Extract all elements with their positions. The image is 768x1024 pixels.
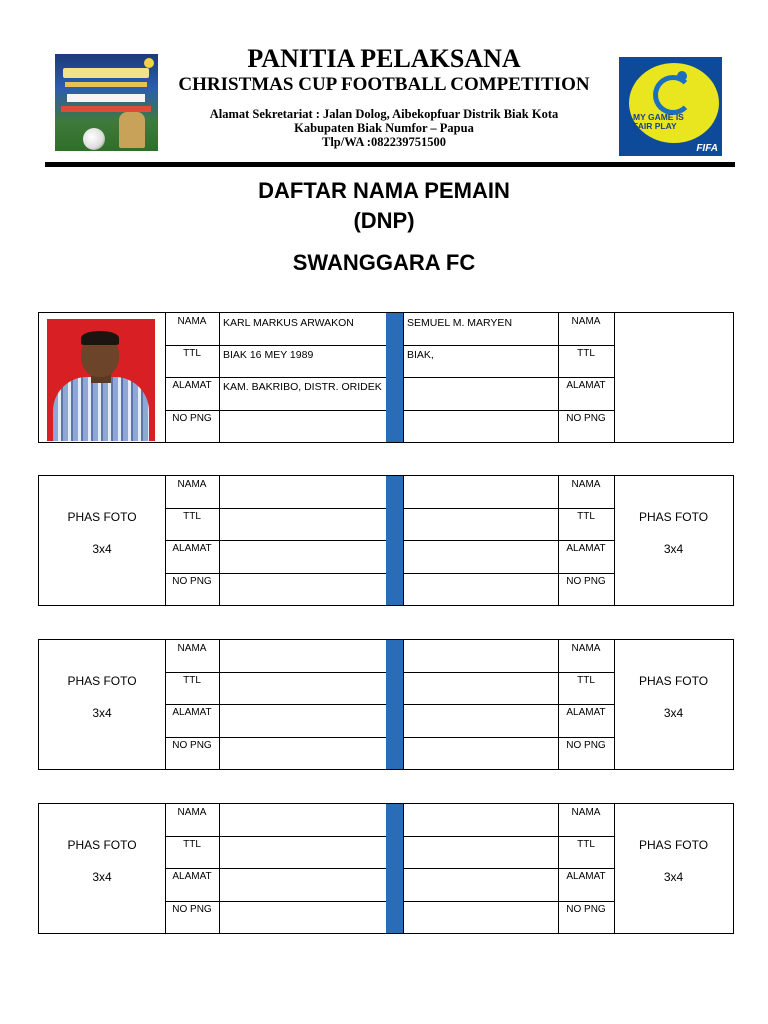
document-title: DAFTAR NAMA PEMAIN <box>258 178 510 203</box>
field-label-nama: NAMA <box>571 643 601 654</box>
grid-line <box>403 672 614 673</box>
poster-ball-graphic <box>83 128 105 150</box>
grid-line <box>165 836 386 837</box>
grid-line <box>165 737 386 738</box>
grid-line <box>165 672 386 673</box>
photo-placeholder-label: PHAS FOTO <box>67 838 137 852</box>
photo-placeholder-size: 3x4 <box>92 706 112 720</box>
field-label-ttl: TTL <box>183 348 201 359</box>
photo-placeholder-size: 3x4 <box>663 706 684 720</box>
address-line-2: Kabupaten Biak Numfor – Papua <box>294 121 474 135</box>
grid-line <box>165 377 386 378</box>
field-label-nama: NAMA <box>177 643 207 654</box>
grid-line <box>403 901 614 902</box>
grid-line <box>614 804 615 933</box>
field-label-alamat: ALAMAT <box>172 871 212 882</box>
player-photo <box>47 319 155 441</box>
field-label-alamat: ALAMAT <box>172 380 212 391</box>
left-player-alamat-value[interactable]: KAM. BAKRIBO, DISTR. ORIDEK <box>223 381 382 393</box>
center-divider <box>386 804 403 933</box>
grid-line <box>403 704 614 705</box>
grid-line <box>165 901 386 902</box>
left-player-ttl-value[interactable]: BIAK 16 MEY 1989 <box>223 349 314 361</box>
event-poster-image <box>55 54 158 151</box>
player-photo-body <box>53 377 149 441</box>
field-label-no-png: NO PNG <box>172 413 212 424</box>
photo-placeholder-label: PHAS FOTO <box>638 674 709 688</box>
center-divider <box>386 476 403 605</box>
fifa-player-figure-icon <box>653 75 693 115</box>
field-label-no-png: NO PNG <box>566 740 606 751</box>
grid-line <box>403 573 614 574</box>
player-card <box>38 475 734 606</box>
photo-placeholder-size: 3x4 <box>663 870 684 884</box>
grid-line <box>165 540 386 541</box>
grid-line <box>614 640 615 769</box>
poster-player-graphic <box>119 112 145 148</box>
right-player-nama-value[interactable]: SEMUEL M. MARYEN <box>407 317 513 329</box>
field-label-no-png: NO PNG <box>566 576 606 587</box>
field-label-ttl: TTL <box>183 675 201 686</box>
grid-line <box>165 704 386 705</box>
photo-placeholder-label: PHAS FOTO <box>638 838 709 852</box>
fifa-player-head-icon <box>677 71 687 81</box>
grid-line <box>403 377 614 378</box>
player-photo-hair <box>81 331 119 345</box>
photo-placeholder-label: PHAS FOTO <box>67 674 137 688</box>
contact-phone: Tlp/WA :082239751500 <box>322 135 446 149</box>
poster-banner-graphic <box>67 94 145 102</box>
field-label-alamat: ALAMAT <box>566 871 606 882</box>
competition-name: CHRISTMAS CUP FOOTBALL COMPETITION <box>178 74 590 95</box>
grid-line <box>165 508 386 509</box>
field-label-nama: NAMA <box>177 316 207 327</box>
fifa-wordmark: FIFA <box>696 143 718 154</box>
field-label-ttl: TTL <box>577 675 595 686</box>
field-label-alamat: ALAMAT <box>566 380 606 391</box>
fifa-fair-play-logo <box>619 57 722 156</box>
grid-line <box>165 868 386 869</box>
grid-line <box>403 508 614 509</box>
fifa-slogan <box>633 113 703 131</box>
fifa-slogan-line-1: MY GAME IS <box>633 112 684 122</box>
field-label-alamat: ALAMAT <box>172 543 212 554</box>
poster-star-graphic <box>144 58 154 68</box>
photo-placeholder-size: 3x4 <box>92 870 112 884</box>
field-label-alamat: ALAMAT <box>566 707 606 718</box>
document-abbreviation: (DNP) <box>353 208 415 233</box>
grid-line <box>403 345 614 346</box>
photo-placeholder-label: PHAS FOTO <box>67 510 137 524</box>
player-card <box>38 803 734 934</box>
field-label-no-png: NO PNG <box>566 413 606 424</box>
grid-line <box>403 868 614 869</box>
team-name: SWANGGARA FC <box>292 250 476 275</box>
center-divider <box>386 313 403 442</box>
field-label-no-png: NO PNG <box>172 576 212 587</box>
field-label-nama: NAMA <box>571 807 601 818</box>
grid-line <box>403 737 614 738</box>
field-label-nama: NAMA <box>177 479 207 490</box>
photo-placeholder-label: PHAS FOTO <box>638 510 709 524</box>
right-player-ttl-value[interactable]: BIAK, <box>407 349 434 361</box>
grid-line <box>403 836 614 837</box>
field-label-alamat: ALAMAT <box>566 543 606 554</box>
grid-line <box>165 345 386 346</box>
player-card <box>38 312 734 443</box>
field-label-nama: NAMA <box>571 479 601 490</box>
grid-line <box>165 410 386 411</box>
field-label-no-png: NO PNG <box>172 904 212 915</box>
left-player-nama-value[interactable]: KARL MARKUS ARWAKON <box>223 317 354 329</box>
field-label-nama: NAMA <box>177 807 207 818</box>
grid-line <box>614 476 615 605</box>
header-divider <box>45 162 735 167</box>
grid-line <box>614 313 615 442</box>
poster-subtitle-graphic <box>65 82 147 87</box>
field-label-ttl: TTL <box>183 511 201 522</box>
grid-line <box>403 540 614 541</box>
grid-line <box>403 410 614 411</box>
poster-title-graphic <box>63 68 149 78</box>
field-label-alamat: ALAMAT <box>172 707 212 718</box>
grid-line <box>165 573 386 574</box>
photo-placeholder-size: 3x4 <box>663 542 684 556</box>
field-label-ttl: TTL <box>577 839 595 850</box>
address-line-1: Alamat Sekretariat : Jalan Dolog, Aibekopfuar Distrik Biak Kota <box>209 107 559 121</box>
organizer-title: PANITIA PELAKSANA <box>247 44 521 73</box>
field-label-ttl: TTL <box>577 511 595 522</box>
field-label-nama: NAMA <box>571 316 601 327</box>
field-label-no-png: NO PNG <box>172 740 212 751</box>
field-label-ttl: TTL <box>577 348 595 359</box>
field-label-ttl: TTL <box>183 839 201 850</box>
player-card <box>38 639 734 770</box>
photo-placeholder-size: 3x4 <box>92 542 112 556</box>
field-label-no-png: NO PNG <box>566 904 606 915</box>
center-divider <box>386 640 403 769</box>
fifa-slogan-line-2: FAIR PLAY <box>633 121 677 131</box>
